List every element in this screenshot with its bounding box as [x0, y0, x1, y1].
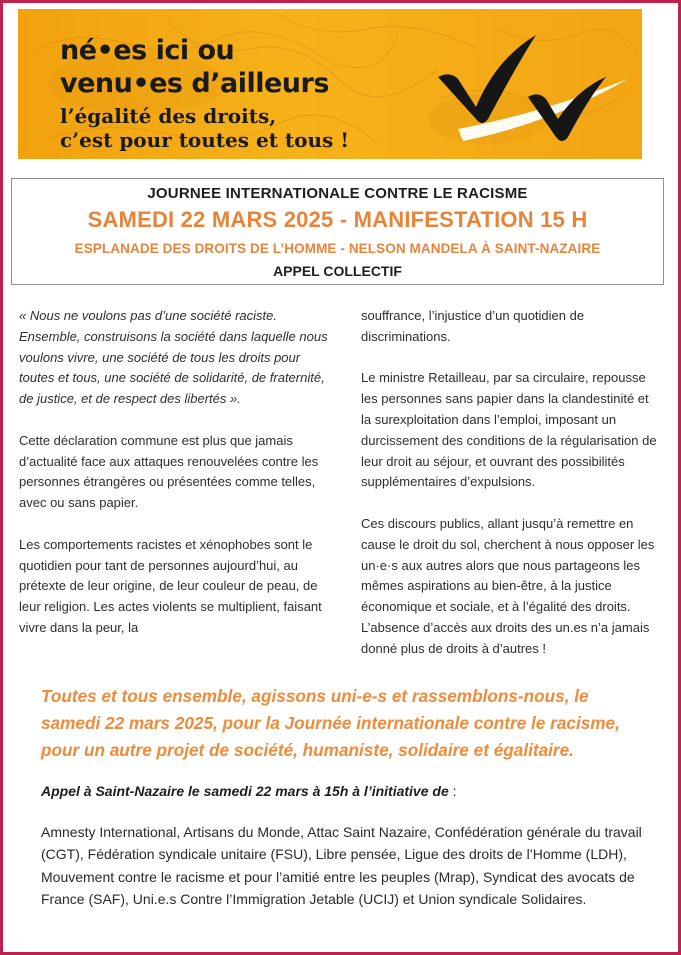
event-header-box	[11, 178, 664, 285]
banner-headline-1: né•es ici ou	[60, 35, 235, 66]
event-location: ESPLANADE DES DROITS DE L’HOMME - NELSON MANDELA À SAINT-NAZAIRE	[74, 241, 601, 256]
paragraph: souffrance, l’injustice d’un quotidien de discriminations.	[361, 308, 585, 344]
call-label: APPEL COLLECTIF	[273, 263, 402, 279]
organizations-list: Amnesty International, Artisans du Monde, Attac Saint Nazaire, Confédération générale du travail (CGT), Fédération syndicale unitaire (FSU), Libre pensée, Ligue des droits de l’Homme (LDH), Mouvement contre le racisme et pour l’amitié entre les peuples (Mrap), Syndicat des avocats de France (SAF), Uni.e.s Contre l’Immigration Jetable (UCIJ) et Union syndicale Solidaires.	[41, 824, 642, 907]
paragraph: Les comportements racistes et xénophobes sont le quotidien pour tant de personnes aujourd’hui, au prétexte de leur origine, de leur couleur de peau, de leur religion. Les actes violents se multiplient, faisant vivre dans la peur, la	[19, 536, 322, 635]
banner	[18, 9, 642, 159]
checkmarks-graphic	[418, 19, 638, 154]
body-right-column	[361, 306, 661, 660]
call-lead: Appel à Saint-Nazaire le samedi 22 mars à 15h à l’initiative de	[41, 783, 449, 799]
checkmark-icon	[438, 35, 536, 123]
banner-subheadline-2: c’est pour toutes et tous !	[60, 128, 350, 152]
body-left-column	[19, 306, 329, 639]
paragraph: Cette déclaration commune est plus que jamais d’actualité face aux attaques renouvelées contre les personnes étrangères ou présentées comme telles, avec ou sans papier.	[19, 432, 319, 511]
event-date-time: SAMEDI 22 MARS 2025 - MANIFESTATION 15 H	[87, 207, 588, 232]
checkmark-icon	[528, 77, 606, 141]
call-to-action	[41, 780, 641, 802]
call-suffix: :	[448, 783, 457, 799]
paragraph: Ces discours publics, allant jusqu’à remettre en cause le droit du sol, cherchent à nous opposer les un·e·s aux autres alors que nous partageons les mêmes aspirations au bien-être, à la justice économique et sociale, et à l’égalité des droits. L’absence d’accès aux droits des un.es n’a jamais donné plus de droits à d’autres !	[361, 515, 655, 656]
paragraph: Le ministre Retailleau, par sa circulaire, repousse les personnes sans papier dans la clandestinité et la surexploitation dans l’emploi, imposant un durcissement des conditions de la régularisation de leur droit au séjour, et ouvrant des possibilités supplémentaires d’expulsions.	[361, 370, 657, 490]
opening-quote: « Nous ne voulons pas d’une société raciste. Ensemble, construisons la société dans laquelle nous voulons vivre, une société de tous les droits pour toutes et tous, une société de solidarité, de fraternité, de justice, et de respect des libertés ».	[19, 308, 328, 407]
appeal-statement: Toutes et tous ensemble, agissons uni-e-s et rassemblons-nous, le samedi 22 mars 2025, pour la Journée internationale contre le racisme, pour un autre projet de société, humaniste, solidaire et égalitaire.	[41, 686, 620, 760]
banner-headline-2: venu•es d’ailleurs	[60, 68, 329, 99]
banner-subheadline-1: l’égalité des droits,	[60, 104, 277, 128]
event-type: JOURNEE INTERNATIONALE CONTRE LE RACISME	[147, 185, 528, 202]
